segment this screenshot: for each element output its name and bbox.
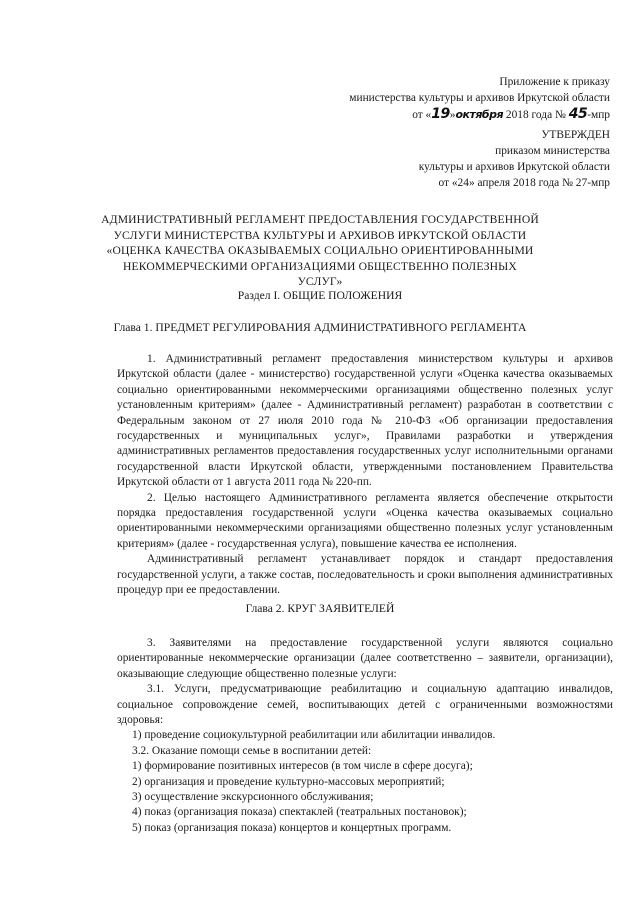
approved-line-1: УТВЕРЖДЕН (541, 129, 610, 141)
approved-line-2: приказом министерства (495, 145, 610, 157)
list-item: 2) организация и проведение культурно-массовых мероприятий; (132, 775, 445, 788)
approved-line-4: от «24» апреля 2018 года № 27-мпр (438, 177, 610, 189)
date-suffix: -мпр (587, 109, 610, 121)
appendix-date-line (349, 106, 610, 123)
paragraph: 1. Административный регламент предоставления министерством культуры и архивов Иркутской области (далее - министерство) государственной услуги «Оценка качества оказываемых социально ориентированными некоммерческими организациями общественно полезных услуг установленным критериям» (далее - Административный регламент) разработан в соответствии с Федеральным законом от 27 июля 2010 года № 210-ФЗ «Об организации предоставления государственных и муниципальных услуг», Правилами разработки и утверждения административных регламентов предоставления государственных услуг исполнительными органами государственной власти Иркутской области, утвержденными постановлением Правительства Иркутской области от 1 августа 2011 года № 220-пп. (117, 353, 613, 489)
section-title: Раздел I. ОБЩИЕ ПОЛОЖЕНИЯ (237, 289, 403, 302)
date-mid: » (449, 109, 456, 121)
chapter-1-title: Глава 1. ПРЕДМЕТ РЕГУЛИРОВАНИЯ АДМИНИСТРАТИВНОГО РЕГЛАМЕНТА (113, 321, 527, 334)
paragraph: 3. Заявителями на предоставление государственной услуги являются социально ориентированные некоммерческие организации (далее соответственно – заявители, организации), оказывающие следующие общественно полезные услуги: (117, 637, 613, 680)
handwritten-number: 45 (568, 106, 588, 122)
paragraph: 2. Целью настоящего Административного регламента является обеспечение открытости порядка предоставления государственной услуги «Оценка качества оказываемых социально ориентированными некоммерческими организациями общественно полезных услуг установленным критериям» (далее - государственная услуга), повышение качества ее исполнения. (117, 491, 613, 550)
date-prefix: от « (412, 109, 432, 121)
regulation-title: АДМИНИСТРАТИВНЫЙ РЕГЛАМЕНТ ПРЕДОСТАВЛЕНИЯ ГОСУДАРСТВЕННОЙ УСЛУГИ МИНИСТЕРСТВА КУЛЬТУРЫ И АРХИВОВ ИРКУТСКОЙ ОБЛАСТИ «ОЦЕНКА КАЧЕСТВА ОКАЗЫВАЕМЫХ СОЦИАЛЬНО ОРИЕНТИРОВАННЫМИ НЕКОММЕРЧЕСКИМИ ОРГАНИЗАЦИЯМИ ОБЩЕСТВЕННО ПОЛЕЗНЫХ УСЛУГ» (101, 213, 539, 288)
appendix-line-2: министерства культуры и архивов Иркутской области (349, 92, 610, 104)
approved-line-3: культуры и архивов Иркутской области (418, 161, 610, 173)
appendix-line-1: Приложение к приказу (499, 76, 610, 88)
list-item: 1) формирование позитивных интересов (в том числе в сфере досуга); (132, 760, 473, 773)
list-item: 4) показ (организация показа) спектаклей (театральных постановок); (132, 806, 467, 819)
list-item: 3.2. Оказание помощи семье в воспитании детей: (132, 744, 372, 757)
chapter-2-body (117, 636, 613, 836)
appendix-header (349, 74, 610, 123)
list-item: 1) проведение социокультурной реабилитации или абилитации инвалидов. (132, 729, 496, 742)
paragraph: 3.1. Услуги, предусматривающие реабилитацию и социальную адаптацию инвалидов, социальное сопровождение семей, воспитывающих детей с ограниченными возможностями здоровья: (117, 683, 613, 727)
list-item: 3) осуществление экскурсионного обслуживания; (132, 791, 374, 804)
chapter-2-title: Глава 2. КРУГ ЗАЯВИТЕЛЕЙ (245, 602, 395, 615)
handwritten-month: октября (455, 108, 504, 121)
paragraph: Административный регламент устанавливает порядок и стандарт предоставления государственной услуги, а также состав, последовательность и сроки выполнения административных процедур при ее предоставлении. (117, 553, 613, 597)
chapter-1-body (117, 352, 613, 599)
date-year: 2018 года № (505, 109, 566, 121)
approval-block (419, 127, 610, 191)
list-item: 5) показ (организация показа) концертов и концертных программ. (132, 821, 452, 834)
handwritten-day: 19 (431, 106, 450, 122)
